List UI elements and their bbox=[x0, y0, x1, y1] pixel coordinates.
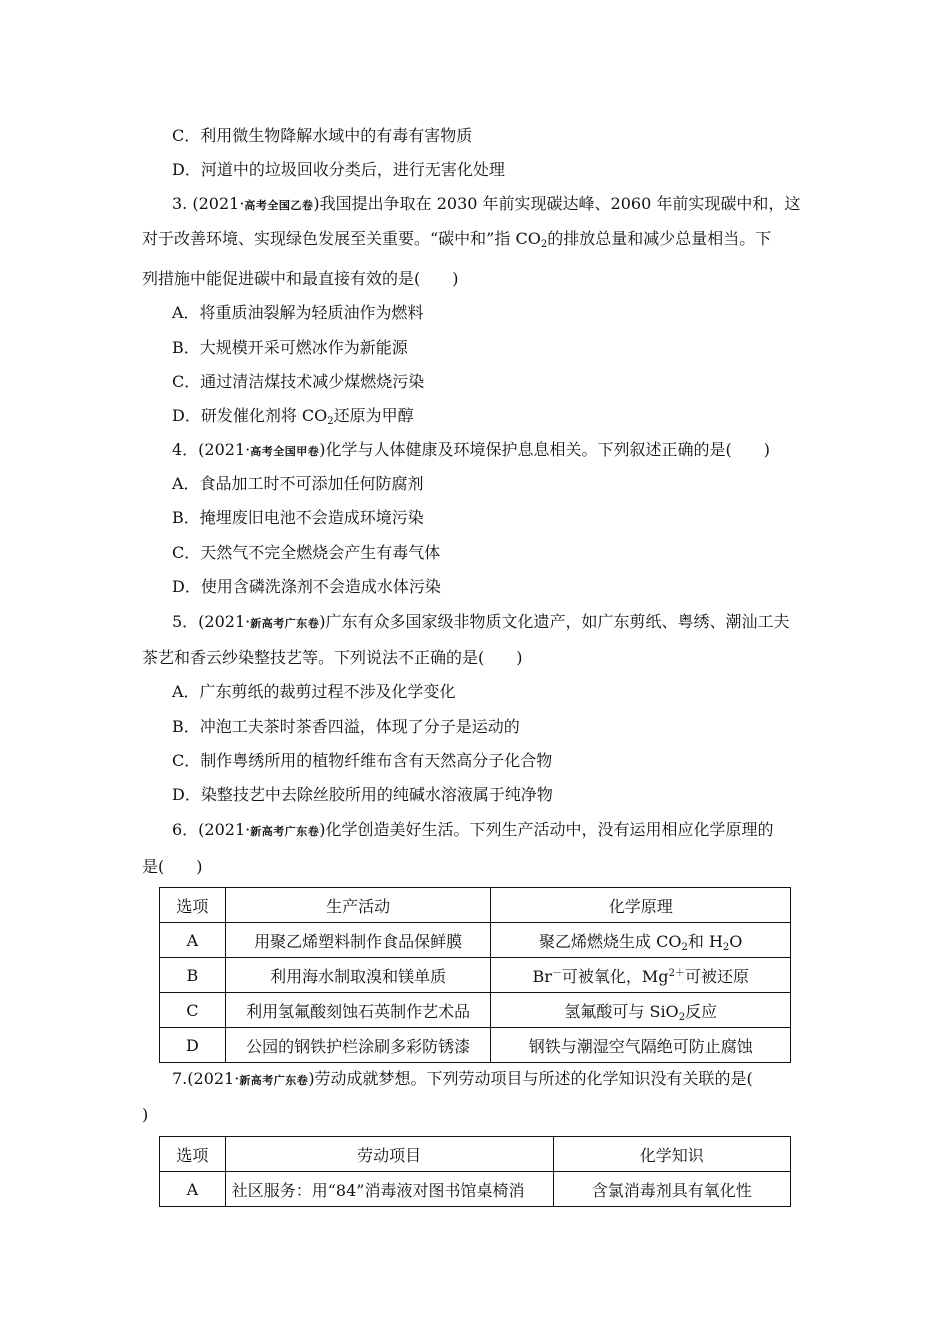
q3-source: 高考全国乙卷 bbox=[244, 199, 314, 212]
q4-option-a: A．食品加工时不可添加任何防腐剂 bbox=[172, 474, 424, 493]
q5-source: 新高考广东卷 bbox=[250, 617, 320, 630]
q6-stem-line2: 是( ) bbox=[142, 857, 203, 876]
q3-option-c: C．通过清洁煤技术减少煤燃烧污染 bbox=[172, 372, 425, 391]
table-row bbox=[160, 923, 791, 958]
table-cell: 聚乙烯燃烧生成 $CO_2$和 $H_2O$ bbox=[491, 923, 791, 958]
q4-stem: 4．(2021·高考全国甲卷)化学与人体健康及环境保护息息相关。下列叙述正确的是( ) bbox=[172, 440, 770, 459]
q3-stem-line2: 对于改善环境、实现绿色发展至关重要。“碳中和”指 $CO_2$的排放总量和减少总量相当。下 bbox=[142, 229, 772, 250]
q7-table bbox=[159, 1136, 791, 1207]
table-cell: Br－可被氧化，$Mg^{2+}$可被还原 bbox=[491, 958, 791, 993]
q5-option-c: C．制作粤绣所用的植物纤维布含有天然高分子化合物 bbox=[172, 751, 553, 770]
q2-option-d: D．河道中的垃圾回收分类后，进行无害化处理 bbox=[172, 160, 505, 179]
q3-option-d: D．研发催化剂将 $CO_2$还原为甲醇 bbox=[172, 406, 414, 427]
q6-table bbox=[159, 887, 791, 1063]
table-cell: 公园的钢铁护栏涂刷多彩防锈漆 bbox=[225, 1028, 491, 1063]
table-cell: 利用氢氟酸刻蚀石英制作艺术品 bbox=[225, 993, 491, 1028]
table-header-row bbox=[160, 888, 791, 923]
q5-option-b: B．冲泡工夫茶时茶香四溢，体现了分子是运动的 bbox=[172, 717, 520, 736]
table-header-cell: 选项 bbox=[160, 1137, 226, 1172]
q3-number: 3. (2021· bbox=[172, 194, 245, 213]
table-row bbox=[160, 958, 791, 993]
table-header-cell: 劳动项目 bbox=[225, 1137, 553, 1172]
q6-number: 6．(2021· bbox=[172, 820, 251, 839]
q3-option-a: A．将重质油裂解为轻质油作为燃料 bbox=[172, 303, 424, 322]
table-row bbox=[160, 1028, 791, 1063]
table-cell: 社区服务：用“84”消毒液对图书馆桌椅消 bbox=[225, 1172, 553, 1207]
q3-text1: )我国提出争取在 2030 年前实现碳达峰、2060 年前实现碳中和，这 bbox=[313, 194, 801, 213]
table-header-cell: 生产活动 bbox=[225, 888, 491, 923]
table-cell: 钢铁与潮湿空气隔绝可防止腐蚀 bbox=[491, 1028, 791, 1063]
q2-option-c: C．利用微生物降解水域中的有毒有害物质 bbox=[172, 126, 473, 145]
q5-stem-line2: 茶艺和香云纱染整技艺等。下列说法不正确的是( ) bbox=[142, 648, 523, 667]
q4-source: 高考全国甲卷 bbox=[250, 445, 320, 458]
table-cell: A bbox=[160, 923, 226, 958]
q5-option-d: D．染整技艺中去除丝胶所用的纯碱水溶液属于纯净物 bbox=[172, 785, 553, 804]
q7-source: 新高考广东卷 bbox=[239, 1074, 309, 1087]
q6-stem-line1: 6．(2021·新高考广东卷)化学创造美好生活。下列生产活动中，没有运用相应化学原理的 bbox=[172, 820, 774, 839]
q3-option-b: B．大规模开采可燃冰作为新能源 bbox=[172, 338, 408, 357]
table-cell: A bbox=[160, 1172, 226, 1207]
table-cell: C bbox=[160, 993, 226, 1028]
q6-source: 新高考广东卷 bbox=[250, 825, 320, 838]
table-cell: 用聚乙烯塑料制作食品保鲜膜 bbox=[225, 923, 491, 958]
table-row bbox=[160, 1172, 791, 1207]
table-header-row bbox=[160, 1137, 791, 1172]
table-cell: B bbox=[160, 958, 226, 993]
table-header-cell: 化学知识 bbox=[553, 1137, 790, 1172]
q5-stem-line1: 5．(2021·新高考广东卷)广东有众多国家级非物质文化遗产，如广东剪纸、粤绣、潮汕工夫 bbox=[172, 612, 790, 631]
table-header-cell: 化学原理 bbox=[491, 888, 791, 923]
table-cell: D bbox=[160, 1028, 226, 1063]
table-header-cell: 选项 bbox=[160, 888, 226, 923]
q7-stem-line2: ) bbox=[142, 1105, 149, 1124]
q7-stem-line1: 7.(2021·新高考广东卷)劳动成就梦想。下列劳动项目与所述的化学知识没有关联的是( bbox=[172, 1069, 753, 1088]
table-row bbox=[160, 993, 791, 1028]
q4-option-c: C．天然气不完全燃烧会产生有毒气体 bbox=[172, 543, 441, 562]
q4-number: 4．(2021· bbox=[172, 440, 251, 459]
q4-option-b: B．掩埋废旧电池不会造成环境污染 bbox=[172, 508, 424, 527]
q3-stem-line1 bbox=[172, 193, 814, 217]
q3-stem-line3: 列措施中能促进碳中和最直接有效的是( ) bbox=[142, 269, 459, 288]
q5-number: 5．(2021· bbox=[172, 612, 251, 631]
q5-option-a: A．广东剪纸的裁剪过程不涉及化学变化 bbox=[172, 682, 456, 701]
q4-option-d: D．使用含磷洗涤剂不会造成水体污染 bbox=[172, 577, 441, 596]
table-cell: 利用海水制取溴和镁单质 bbox=[225, 958, 491, 993]
table-cell: 氢氟酸可与 SiO$_2$反应 bbox=[491, 993, 791, 1028]
q7-number: 7.(2021· bbox=[172, 1069, 240, 1088]
table-cell: 含氯消毒剂具有氧化性 bbox=[553, 1172, 790, 1207]
